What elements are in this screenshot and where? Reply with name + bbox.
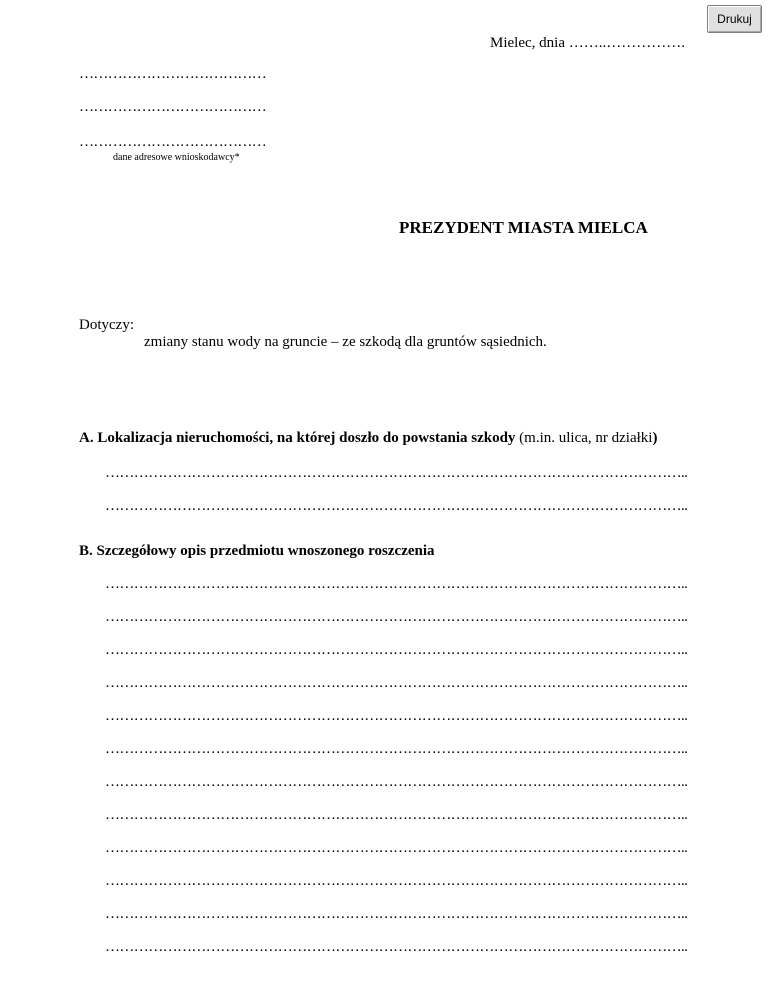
section-a-title-bold: A. Lokalizacja nieruchomości, na której doszło do powstania szkody [79,430,516,446]
section-b-line-1[interactable]: ………………………………………………………………………………………………………….. [105,576,688,592]
section-b-line-7[interactable]: ………………………………………………………………………………………………………….. [105,774,688,790]
address-line-3[interactable]: ………………………………… [79,134,267,150]
section-b-line-9[interactable]: ………………………………………………………………………………………………………….. [105,840,688,856]
section-a-line-1[interactable]: ………………………………………………………………………………………………………….. [105,465,688,481]
section-b-line-8[interactable]: ………………………………………………………………………………………………………….. [105,807,688,823]
section-b-line-11[interactable]: ………………………………………………………………………………………………………….. [105,906,688,922]
section-b-line-3[interactable]: ………………………………………………………………………………………………………….. [105,642,688,658]
place-date-field[interactable]: Mielec, dnia ……..……………. [490,35,685,51]
section-a-title [79,430,657,447]
subject-label: Dotyczy: [79,317,134,333]
section-b-line-2[interactable]: ………………………………………………………………………………………………………….. [105,609,688,625]
section-b-line-5[interactable]: ………………………………………………………………………………………………………….. [105,708,688,724]
section-b-line-6[interactable]: ………………………………………………………………………………………………………….. [105,741,688,757]
section-a-title-note: (m.in. ulica, nr działki [515,430,653,446]
section-a-line-2[interactable]: ………………………………………………………………………………………………………….. [105,498,688,514]
address-line-2[interactable]: ………………………………… [79,99,267,115]
print-button[interactable]: Drukuj [707,5,762,33]
section-b-line-12[interactable]: ………………………………………………………………………………………………………….. [105,939,688,955]
section-b-line-4[interactable]: ………………………………………………………………………………………………………….. [105,675,688,691]
address-line-1[interactable]: ………………………………… [79,66,267,82]
section-b-title: B. Szczegółowy opis przedmiotu wnoszonego roszczenia [79,543,435,559]
section-a-title-close: ) [652,430,658,446]
section-b-line-10[interactable]: ………………………………………………………………………………………………………….. [105,873,688,889]
address-caption: dane adresowe wnioskodawcy* [113,152,240,163]
recipient-title: PREZYDENT MIASTA MIELCA [399,218,648,237]
subject-text: zmiany stanu wody na gruncie – ze szkodą dla gruntów sąsiednich. [144,334,547,350]
